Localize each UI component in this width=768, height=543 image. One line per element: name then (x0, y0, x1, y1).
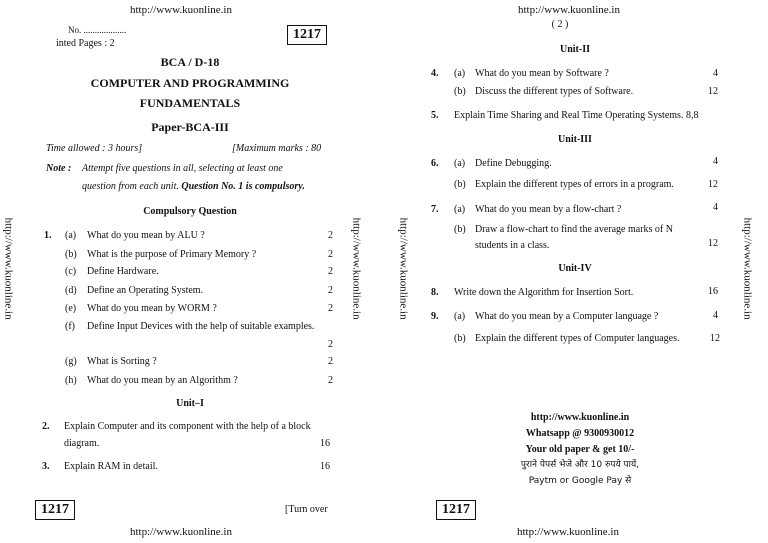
page-number: ( 2 ) (551, 19, 569, 30)
printed-pages: inted Pages : 2 (56, 38, 115, 49)
q7a-marks: 4 (713, 202, 718, 213)
footer-code-left: 1217 (35, 500, 75, 520)
q1f-marks: 2 (328, 339, 333, 350)
q3-text: Explain RAM in detail. (64, 461, 158, 472)
note-line-2b: Question No. 1 is compulsory. (181, 181, 305, 192)
q3-number: 3. (42, 461, 50, 472)
paper-title-1: COMPUTER AND PROGRAMMING (90, 76, 290, 90)
promo-old-paper: Your old paper & get 10/- (525, 444, 635, 455)
q9b-marks: 12 (710, 333, 720, 344)
turn-over: [Turn over (285, 504, 328, 515)
q6a-label: (a) (454, 158, 466, 169)
q1g-marks: 2 (328, 356, 333, 367)
q6a-marks: 4 (713, 156, 718, 167)
q3-marks: 16 (320, 461, 330, 472)
q8-marks: 16 (708, 286, 718, 297)
q1h-label: (h) (65, 375, 77, 386)
q9a-text: What do you mean by a Computer language ? (475, 311, 659, 322)
q7b-label: (b) (454, 224, 466, 235)
max-marks: [Maximum marks : 80 (232, 143, 322, 154)
q1d-text: Define an Operating System. (87, 285, 204, 296)
side-url-2: http://www.kuonline.in (350, 217, 363, 320)
top-url-left: http://www.kuonline.in (130, 4, 232, 16)
note-line-2a: question from each unit. (82, 181, 179, 192)
course-code: BCA / D-18 (160, 55, 220, 69)
q1b-label: (b) (65, 249, 77, 260)
paper-title-2: FUNDAMENTALS (139, 96, 241, 110)
unit-1-heading: Unit–I (176, 398, 204, 409)
q1d-marks: 2 (328, 285, 333, 296)
q7b-marks: 12 (708, 238, 718, 249)
promo-whatsapp: Whatsapp @ 9300930012 (525, 428, 635, 439)
q6b-text: Explain the different types of errors in a program. (475, 179, 674, 190)
q2-text-2: diagram. (64, 438, 100, 449)
unit-2-heading: Unit-II (559, 44, 590, 55)
q7-number: 7. (431, 204, 439, 215)
roll-no: No. ................... (68, 25, 127, 35)
q7a-text: What do you mean by a flow-chart ? (475, 204, 622, 215)
side-url-4: http://www.kuonline.in (741, 217, 754, 320)
q4b-marks: 12 (708, 86, 718, 97)
q5-text: Explain Time Sharing and Real Time Operating Systems. 8,8 (454, 110, 699, 121)
q1f-text: Define Input Devices with the help of suitable examples. (87, 321, 315, 332)
q9b-label: (b) (454, 333, 466, 344)
q7a-label: (a) (454, 204, 466, 215)
note-label: Note : (46, 163, 72, 174)
q1h-text: What do you mean by an Algorithm ? (87, 375, 238, 386)
q1-number: 1. (44, 230, 52, 241)
unit-4-heading: Unit-IV (558, 263, 592, 274)
side-url-1: http://www.kuonline.in (2, 217, 15, 320)
q4a-text: What do you mean by Software ? (475, 68, 609, 79)
q8-number: 8. (431, 287, 439, 298)
note-line-1: Attempt five questions in all, selecting at least one (82, 163, 283, 174)
q2-number: 2. (42, 421, 50, 432)
q6a-text: Define Debugging. (475, 158, 552, 169)
q1a-label: (a) (65, 230, 77, 241)
q6b-marks: 12 (708, 179, 718, 190)
q1b-marks: 2 (328, 249, 333, 260)
q6b-label: (b) (454, 179, 466, 190)
bottom-url-right: http://www.kuonline.in (517, 526, 619, 538)
q1g-label: (g) (65, 356, 77, 367)
q4b-text: Discuss the different types of Software. (475, 86, 634, 97)
compulsory-heading: Compulsory Question (143, 206, 237, 217)
q1e-marks: 2 (328, 303, 333, 314)
promo-payment: Paytm or Google Pay से (528, 476, 632, 486)
q4a-label: (a) (454, 68, 466, 79)
q2-marks: 16 (320, 438, 330, 449)
q9a-label: (a) (454, 311, 466, 322)
q9-number: 9. (431, 311, 439, 322)
q1c-text: Define Hardware. (87, 266, 159, 277)
q6-number: 6. (431, 158, 439, 169)
q8-text: Write down the Algorithm for Insertion Sort. (454, 287, 634, 298)
q1f-label: (f) (65, 321, 75, 332)
q1c-label: (c) (65, 266, 77, 277)
q1b-text: What is the purpose of Primary Memory ? (87, 249, 257, 260)
top-url-right: http://www.kuonline.in (518, 4, 620, 16)
paper-name: Paper-BCA-III (151, 120, 229, 134)
time-allowed: Time allowed : 3 hours] (46, 143, 143, 154)
q4a-marks: 4 (713, 68, 718, 79)
q1e-text: What do you mean by WORM ? (87, 303, 217, 314)
paper-code-box: 1217 (287, 25, 327, 45)
side-url-3: http://www.kuonline.in (397, 217, 410, 320)
q5-number: 5. (431, 110, 439, 121)
q9b-text: Explain the different types of Computer languages. (475, 333, 680, 344)
promo-url: http://www.kuonline.in (530, 412, 630, 423)
q7b-text-1: Draw a flow-chart to find the average marks of N (475, 224, 673, 235)
q1g-text: What is Sorting ? (87, 356, 157, 367)
q9a-marks: 4 (713, 310, 718, 321)
note-line-2 (82, 181, 305, 193)
q4-number: 4. (431, 68, 439, 79)
q1c-marks: 2 (328, 266, 333, 277)
q1a-marks: 2 (328, 230, 333, 241)
q4b-label: (b) (454, 86, 466, 97)
q7b-text-2: students in a class. (475, 240, 550, 251)
promo-hindi: पुराने पेपर्स भेजे और 10 रुपये पायें, (520, 460, 640, 470)
q2-text-1: Explain Computer and its component with the help of a block (64, 421, 311, 432)
q1d-label: (d) (65, 285, 77, 296)
unit-3-heading: Unit-III (558, 134, 592, 145)
q1a-text: What do you mean by ALU ? (87, 230, 205, 241)
bottom-url-left: http://www.kuonline.in (130, 526, 232, 538)
q1e-label: (e) (65, 303, 77, 314)
footer-code-right: 1217 (436, 500, 476, 520)
q1h-marks: 2 (328, 375, 333, 386)
